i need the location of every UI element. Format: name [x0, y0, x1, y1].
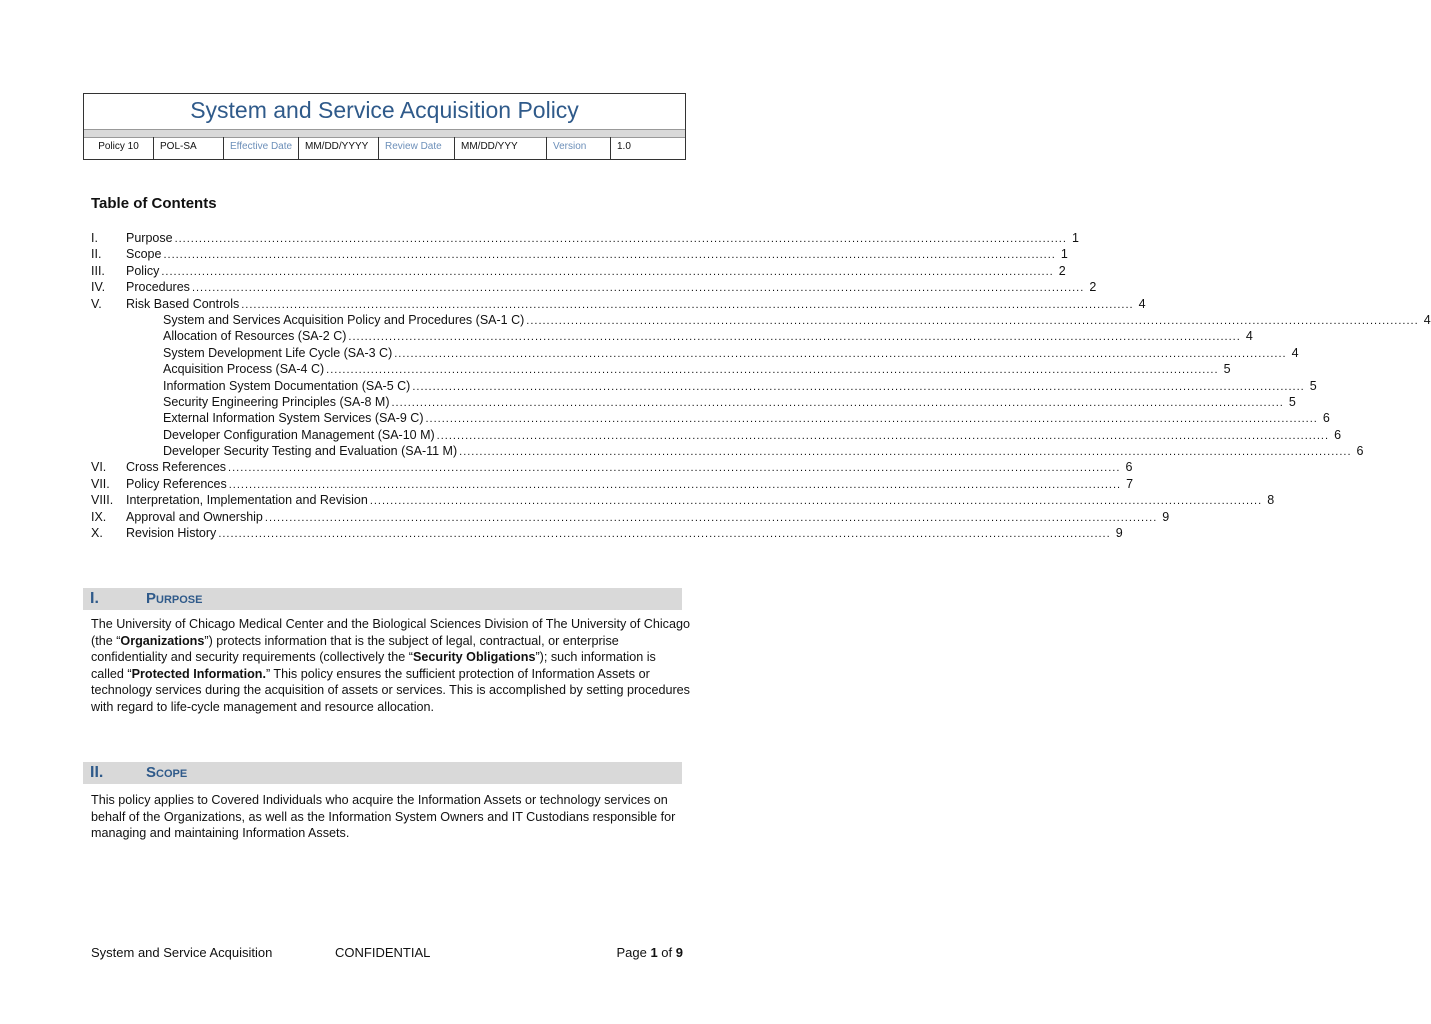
toc-entry[interactable] [91, 378, 1317, 394]
toc-entry-title: Scope [126, 247, 162, 262]
toc-entry-number: VIII. [91, 493, 114, 508]
toc-dot-leader: ............................................................................................................................................................................................................................ [348, 331, 1241, 344]
toc-entry-title: Acquisition Process (SA-4 C) [163, 362, 325, 377]
toc-dot-leader: ............................................................................................................................................................................................................................ [394, 347, 1287, 360]
document-title: System and Service Acquisition Policy [190, 97, 579, 123]
text-run: ” This policy ensures the sufficient protection of Information Assets or technology services during the acquisition of assets or services. This is accomplished by setting procedures with regard to life-cycle management and resource allocation. [91, 666, 690, 714]
toc-entry-number: III. [91, 263, 105, 278]
toc-entry-page: 4 [1138, 296, 1146, 311]
footer-confidential-label: CONFIDENTIAL [335, 945, 431, 960]
defined-term: Organizations [120, 633, 205, 648]
purpose-paragraph [91, 616, 691, 716]
toc-entry[interactable] [91, 312, 1431, 328]
toc-dot-leader: ............................................................................................................................................................................................................................ [264, 511, 1158, 524]
toc-entry-number: V. [91, 296, 102, 311]
toc-entry[interactable] [91, 443, 1364, 459]
footer-document-name: System and Service Acquisition [91, 945, 273, 960]
toc-entry[interactable] [91, 525, 1123, 541]
toc-entry-page: 5 [1309, 378, 1317, 393]
metadata-cell: Version [547, 137, 611, 159]
toc-entry-page: 9 [1162, 509, 1170, 524]
toc-entry-number: IX. [91, 509, 107, 524]
toc-entry-page: 2 [1089, 280, 1097, 295]
toc-entry-title: System Development Life Cycle (SA-3 C) [163, 345, 393, 360]
toc-entry-title: Allocation of Resources (SA-2 C) [163, 329, 347, 344]
toc-entry-number: X. [91, 526, 103, 541]
metadata-cell: Policy 10 [84, 137, 154, 159]
section-title: Purpose [146, 590, 203, 607]
metadata-cell: 1.0 [617, 141, 631, 152]
toc-entry[interactable] [91, 230, 1079, 246]
toc-entry-title: Procedures [126, 280, 190, 295]
toc-entry-title: System and Services Acquisition Policy and Procedures (SA-1 C) [163, 312, 525, 327]
metadata-cell: MM/DD/YYYY [299, 137, 379, 159]
toc-dot-leader: ............................................................................................................................................................................................................................ [161, 265, 1054, 278]
toc-entry-title: Developer Configuration Management (SA-10 M) [163, 427, 435, 442]
toc-entry-title: Security Engineering Principles (SA-8 M) [163, 394, 390, 409]
toc-entry-page: 8 [1267, 493, 1275, 508]
toc-dot-leader: ............................................................................................................................................................................................................................ [412, 380, 1305, 393]
metadata-cell: MM/DD/YYY [455, 137, 547, 159]
toc-entry-page: 4 [1423, 312, 1431, 327]
metadata-cell: Effective Date [224, 137, 299, 159]
section-header-scope [83, 762, 682, 784]
toc-entry-title: Revision History [126, 526, 217, 541]
toc-entry-page: 5 [1288, 394, 1296, 409]
toc-entry-title: External Information System Services (SA-9 C) [163, 411, 424, 426]
metadata-cell: Review Date [379, 137, 455, 159]
page-footer [91, 945, 683, 963]
toc-entry-number: VI. [91, 460, 107, 475]
toc-entry-title: Information System Documentation (SA-5 C) [163, 378, 411, 393]
toc-dot-leader: ............................................................................................................................................................................................................................ [369, 495, 1263, 508]
toc-entry[interactable] [91, 492, 1275, 508]
toc-entry-page: 2 [1058, 263, 1066, 278]
toc-entry-title: Purpose [126, 231, 173, 245]
toc-entry-title: Risk Based Controls [126, 296, 240, 311]
toc-entry-page: 7 [1126, 476, 1134, 491]
toc-entry[interactable] [91, 279, 1097, 295]
table-of-contents [91, 230, 1431, 541]
text-run: ”); such information is called “ [91, 650, 656, 681]
policy-metadata-row [84, 137, 685, 159]
toc-entry[interactable] [91, 394, 1296, 410]
text-run: This policy applies to Covered Individuals who acquire the Information Assets or technology services on behalf of the Organizations, as well as the Information System Owners and IT Custodians responsible for managing and maintaining Information Assets. [91, 793, 676, 841]
toc-entry[interactable] [91, 459, 1133, 475]
text-run: The University of Chicago Medical Center and the Biological Sciences Division of The University of Chicago (the “ [91, 617, 690, 648]
toc-entry-number: IV. [91, 280, 106, 295]
toc-entry[interactable] [91, 246, 1068, 262]
toc-dot-leader: ............................................................................................................................................................................................................................ [436, 429, 1330, 442]
defined-term: Protected Information. [131, 666, 266, 681]
toc-entry[interactable] [91, 476, 1134, 492]
toc-entry[interactable] [91, 328, 1253, 344]
toc-entry[interactable] [91, 296, 1146, 312]
toc-entry[interactable] [91, 345, 1299, 361]
toc-dot-leader: ............................................................................................................................................................................................................................ [459, 446, 1352, 459]
footer-page-number: Page 1 of 9 [616, 945, 683, 960]
toc-entry[interactable] [91, 427, 1342, 443]
toc-entry-title: Developer Security Testing and Evaluation (SA-11 M) [163, 444, 458, 459]
toc-entry-number: VII. [91, 476, 110, 491]
toc-entry-number: I. [91, 231, 98, 245]
section-number: II. [90, 764, 104, 781]
defined-term: Security Obligations [412, 650, 536, 665]
toc-entry-page: 5 [1223, 362, 1231, 377]
toc-entry-page: 9 [1115, 526, 1123, 541]
toc-entry[interactable] [91, 361, 1231, 377]
toc-entry-page: 6 [1125, 460, 1133, 475]
toc-entry-title: Cross References [126, 460, 227, 475]
toc-dot-leader: ............................................................................................................................................................................................................................ [241, 298, 1134, 311]
toc-dot-leader: ............................................................................................................................................................................................................................ [228, 478, 1122, 491]
toc-dot-leader: ............................................................................................................................................................................................................................ [163, 249, 1056, 262]
scope-paragraph [91, 792, 691, 842]
toc-entry-page: 1 [1071, 231, 1079, 245]
toc-entry-page: 4 [1245, 329, 1253, 344]
toc-entry-page: 1 [1060, 247, 1068, 262]
toc-entry[interactable] [91, 410, 1330, 426]
toc-dot-leader: ............................................................................................................................................................................................................................ [326, 364, 1219, 377]
toc-entry-number: II. [91, 247, 102, 262]
toc-entry-page: 6 [1334, 427, 1342, 442]
section-header-purpose [83, 588, 682, 610]
toc-entry[interactable] [91, 263, 1066, 279]
toc-dot-leader: ............................................................................................................................................................................................................................ [228, 462, 1121, 475]
toc-entry-title: Approval and Ownership [126, 509, 263, 524]
text-run: ”) protects information that is the subject of legal, contractual, or enterprise confidentiality and security requirements (collectively the “ [91, 633, 619, 665]
section-title: Scope [146, 764, 188, 781]
toc-entry-title: Policy References [126, 476, 227, 491]
toc-dot-leader: ............................................................................................................................................................................................................................ [526, 314, 1419, 327]
toc-dot-leader: ............................................................................................................................................................................................................................ [425, 413, 1318, 426]
policy-header-box [83, 93, 686, 160]
metadata-cell: POL-SA [154, 137, 224, 159]
toc-entry-title: Interpretation, Implementation and Revision [126, 493, 368, 508]
section-number: I. [90, 590, 99, 607]
toc-entry-title: Policy [126, 263, 160, 278]
toc-entry-page: 6 [1322, 411, 1330, 426]
toc-entry-page: 4 [1291, 345, 1299, 360]
toc-heading: Table of Contents [91, 195, 217, 212]
toc-dot-leader: ............................................................................................................................................................................................................................ [391, 396, 1284, 409]
toc-dot-leader: ............................................................................................................................................................................................................................ [191, 282, 1085, 295]
toc-entry-page: 6 [1356, 444, 1364, 459]
toc-dot-leader: ............................................................................................................................................................................................................................ [218, 528, 1111, 541]
toc-dot-leader: ............................................................................................................................................................................................................................ [174, 233, 1067, 245]
toc-entry[interactable] [91, 509, 1170, 525]
